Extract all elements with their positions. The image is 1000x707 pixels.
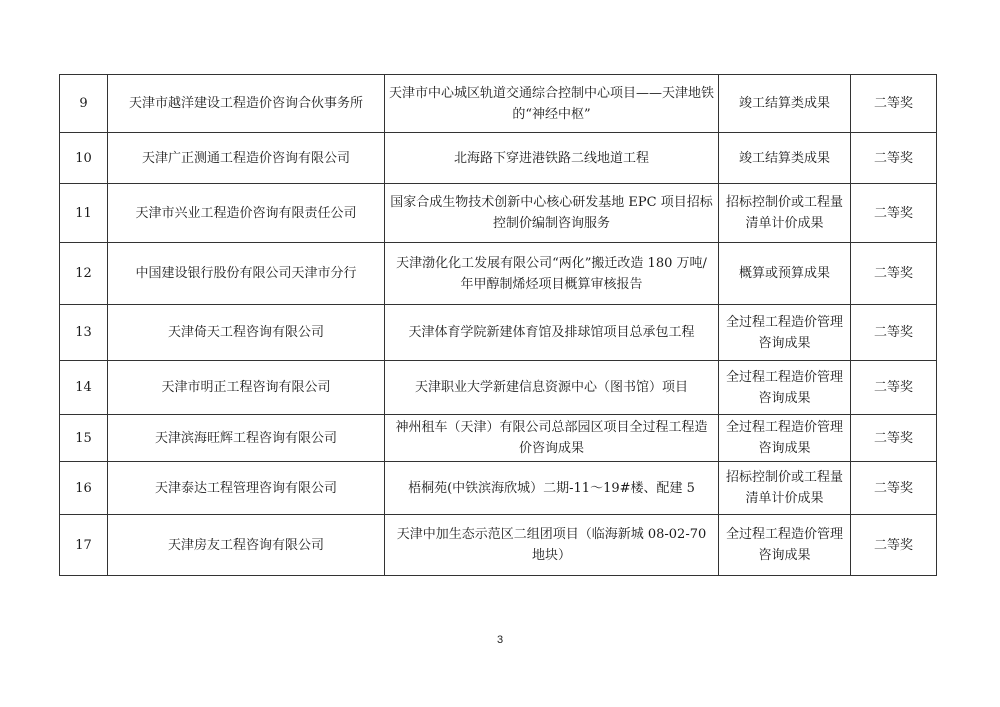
- row-number: 9: [60, 75, 108, 133]
- table-row: [60, 361, 937, 415]
- row-number: 14: [60, 361, 108, 415]
- table-row: [60, 243, 937, 305]
- company-name: 天津市明正工程咨询有限公司: [108, 361, 385, 415]
- result-category: 全过程工程造价管理咨询成果: [719, 515, 851, 576]
- result-category: 招标控制价或工程量清单计价成果: [719, 462, 851, 515]
- company-name: 中国建设银行股份有限公司天津市分行: [108, 243, 385, 305]
- row-number: 17: [60, 515, 108, 576]
- company-name: 天津广正测通工程造价咨询有限公司: [108, 133, 385, 184]
- company-name: 天津滨海旺辉工程咨询有限公司: [108, 415, 385, 462]
- row-number: 12: [60, 243, 108, 305]
- table-row: [60, 133, 937, 184]
- project-name: 天津职业大学新建信息资源中心（图书馆）项目: [385, 361, 719, 415]
- project-name: 天津中加生态示范区二组团项目（临海新城 08-02-70 地块）: [385, 515, 719, 576]
- project-name: 北海路下穿进港铁路二线地道工程: [385, 133, 719, 184]
- award-level: 二等奖: [851, 305, 937, 361]
- table-row: [60, 462, 937, 515]
- project-name: 梧桐苑(中铁滨海欣城）二期-11～19#楼、配建 5: [385, 462, 719, 515]
- award-level: 二等奖: [851, 415, 937, 462]
- award-level: 二等奖: [851, 133, 937, 184]
- row-number: 16: [60, 462, 108, 515]
- page-number: 3: [496, 634, 504, 646]
- row-number: 11: [60, 184, 108, 243]
- row-number: 15: [60, 415, 108, 462]
- award-level: 二等奖: [851, 75, 937, 133]
- awards-table: [59, 74, 937, 576]
- row-number: 13: [60, 305, 108, 361]
- table-row: [60, 305, 937, 361]
- project-name: 天津渤化化工发展有限公司“两化”搬迁改造 180 万吨/年甲醇制烯烃项目概算审核报告: [385, 243, 719, 305]
- result-category: 全过程工程造价管理咨询成果: [719, 415, 851, 462]
- company-name: 天津市越洋建设工程造价咨询合伙事务所: [108, 75, 385, 133]
- company-name: 天津倚天工程咨询有限公司: [108, 305, 385, 361]
- result-category: 竣工结算类成果: [719, 133, 851, 184]
- result-category: 全过程工程造价管理咨询成果: [719, 305, 851, 361]
- award-level: 二等奖: [851, 462, 937, 515]
- result-category: 全过程工程造价管理咨询成果: [719, 361, 851, 415]
- table-row: [60, 184, 937, 243]
- result-category: 竣工结算类成果: [719, 75, 851, 133]
- project-name: 天津体育学院新建体育馆及排球馆项目总承包工程: [385, 305, 719, 361]
- award-level: 二等奖: [851, 515, 937, 576]
- table-row: [60, 515, 937, 576]
- result-category: 招标控制价或工程量清单计价成果: [719, 184, 851, 243]
- award-level: 二等奖: [851, 243, 937, 305]
- project-name: 天津市中心城区轨道交通综合控制中心项目——天津地铁的“神经中枢”: [385, 75, 719, 133]
- table-row: [60, 415, 937, 462]
- project-name: 国家合成生物技术创新中心核心研发基地 EPC 项目招标控制价编制咨询服务: [385, 184, 719, 243]
- result-category: 概算或预算成果: [719, 243, 851, 305]
- award-level: 二等奖: [851, 361, 937, 415]
- company-name: 天津市兴业工程造价咨询有限责任公司: [108, 184, 385, 243]
- company-name: 天津房友工程咨询有限公司: [108, 515, 385, 576]
- company-name: 天津泰达工程管理咨询有限公司: [108, 462, 385, 515]
- row-number: 10: [60, 133, 108, 184]
- award-level: 二等奖: [851, 184, 937, 243]
- project-name: 神州租车（天津）有限公司总部园区项目全过程工程造价咨询成果: [385, 415, 719, 462]
- table-row: [60, 75, 937, 133]
